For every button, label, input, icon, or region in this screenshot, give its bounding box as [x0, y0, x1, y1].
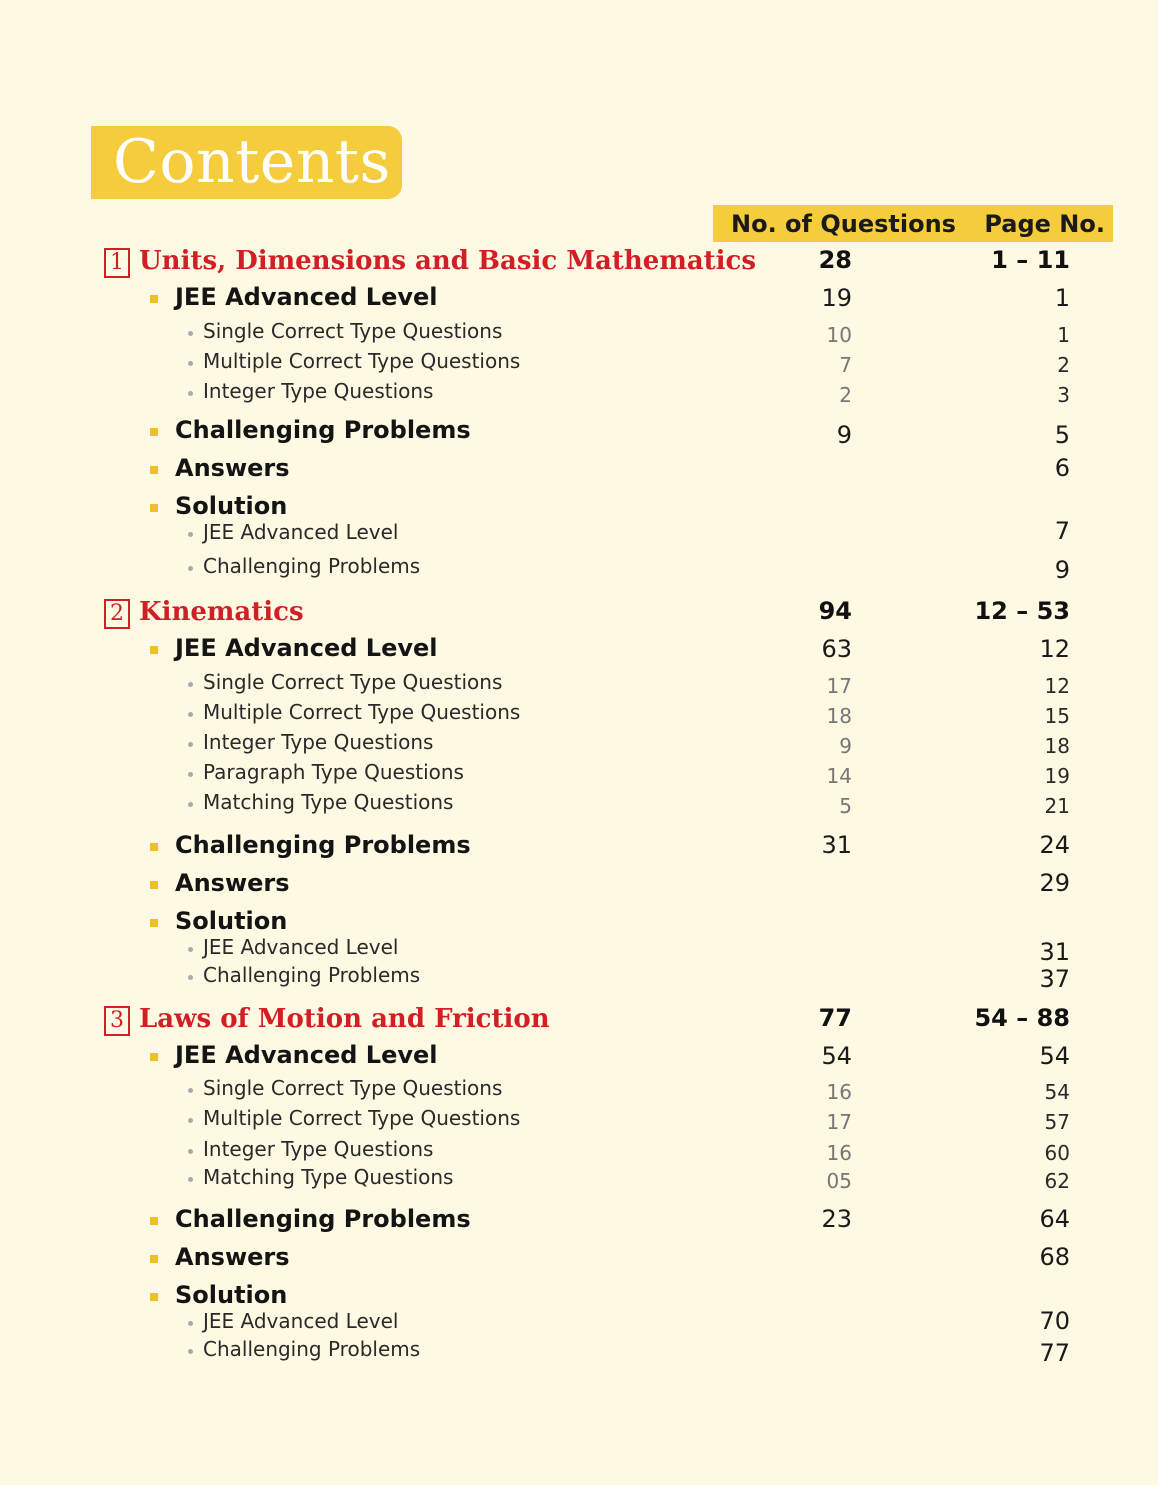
- subsection-title: Single Correct Type Questions: [203, 1076, 503, 1100]
- subsection-page: 19: [1044, 764, 1070, 788]
- section-title: Challenging Problems: [175, 1205, 471, 1233]
- dot-bullet-icon: [188, 1321, 193, 1326]
- page-column-header: Page No.: [984, 210, 1105, 238]
- square-bullet-icon: [150, 1255, 158, 1263]
- subsection-question-count: 5: [839, 794, 852, 818]
- chapter-number: 2: [104, 599, 130, 629]
- subsection-page: 37: [1039, 965, 1070, 993]
- section-page: 5: [1054, 421, 1070, 449]
- dot-bullet-icon: [188, 1118, 193, 1123]
- chapter-question-count: 94: [818, 597, 852, 625]
- subsection-page: 70: [1039, 1307, 1070, 1335]
- subsection-title: Single Correct Type Questions: [203, 319, 503, 343]
- section-page: 54: [1039, 1042, 1070, 1070]
- subsection-question-count: 9: [839, 734, 852, 758]
- dot-bullet-icon: [188, 566, 193, 571]
- square-bullet-icon: [150, 843, 158, 851]
- subsection-page: 7: [1054, 517, 1070, 545]
- subsection-question-count: 17: [826, 1110, 852, 1134]
- subsection-title: Paragraph Type Questions: [203, 760, 464, 784]
- subsection-page: 3: [1057, 383, 1070, 407]
- subsection-page: 9: [1054, 556, 1070, 584]
- subsection-page: 31: [1039, 938, 1070, 966]
- section-page: 6: [1054, 454, 1070, 482]
- subsection-page: 54: [1044, 1080, 1070, 1104]
- dot-bullet-icon: [188, 1349, 193, 1354]
- section-title: Answers: [175, 1243, 290, 1271]
- dot-bullet-icon: [188, 1177, 193, 1182]
- chapter-page-range: 54 – 88: [974, 1004, 1070, 1032]
- subsection-title: Integer Type Questions: [203, 379, 434, 403]
- section-title: JEE Advanced Level: [175, 283, 438, 311]
- section-page: 12: [1039, 635, 1070, 663]
- section-question-count: 9: [836, 421, 852, 449]
- subsection-title: Challenging Problems: [203, 1337, 421, 1361]
- subsection-title: JEE Advanced Level: [203, 520, 399, 544]
- square-bullet-icon: [150, 295, 158, 303]
- subsection-page: 18: [1044, 734, 1070, 758]
- subsection-title: Multiple Correct Type Questions: [203, 1106, 521, 1130]
- chapter-page-range: 1 – 11: [991, 246, 1070, 274]
- subsection-question-count: 14: [826, 764, 852, 788]
- subsection-title: Multiple Correct Type Questions: [203, 700, 521, 724]
- subsection-page: 1: [1057, 323, 1070, 347]
- subsection-question-count: 16: [826, 1080, 852, 1104]
- section-question-count: 54: [821, 1042, 852, 1070]
- section-title: JEE Advanced Level: [175, 1041, 438, 1069]
- section-question-count: 63: [821, 635, 852, 663]
- subsection-question-count: 10: [826, 323, 852, 347]
- subsection-page: 57: [1044, 1110, 1070, 1134]
- section-page: 29: [1039, 869, 1070, 897]
- questions-column-header: No. of Questions: [731, 210, 956, 238]
- section-title: JEE Advanced Level: [175, 634, 438, 662]
- subsection-title: JEE Advanced Level: [203, 935, 399, 959]
- subsection-question-count: 2: [839, 383, 852, 407]
- subsection-page: 60: [1044, 1141, 1070, 1165]
- chapter-number: 3: [104, 1006, 130, 1036]
- dot-bullet-icon: [188, 802, 193, 807]
- dot-bullet-icon: [188, 712, 193, 717]
- dot-bullet-icon: [188, 682, 193, 687]
- subsection-question-count: 17: [826, 674, 852, 698]
- section-page: 24: [1039, 831, 1070, 859]
- square-bullet-icon: [150, 466, 158, 474]
- square-bullet-icon: [150, 1217, 158, 1225]
- chapter-title: Laws of Motion and Friction: [139, 1004, 550, 1034]
- subsection-page: 2: [1057, 353, 1070, 377]
- dot-bullet-icon: [188, 742, 193, 747]
- dot-bullet-icon: [188, 532, 193, 537]
- square-bullet-icon: [150, 881, 158, 889]
- subsection-question-count: 7: [839, 353, 852, 377]
- subsection-question-count: 05: [826, 1169, 852, 1193]
- square-bullet-icon: [150, 1053, 158, 1061]
- section-title: Challenging Problems: [175, 416, 471, 444]
- square-bullet-icon: [150, 504, 158, 512]
- subsection-title: Challenging Problems: [203, 963, 421, 987]
- square-bullet-icon: [150, 428, 158, 436]
- subsection-page: 77: [1039, 1339, 1070, 1367]
- section-question-count: 23: [821, 1205, 852, 1233]
- chapter-question-count: 77: [818, 1004, 852, 1032]
- section-title: Answers: [175, 869, 290, 897]
- chapter-title: Units, Dimensions and Basic Mathematics: [139, 246, 757, 276]
- dot-bullet-icon: [188, 331, 193, 336]
- chapter-question-count: 28: [818, 246, 852, 274]
- square-bullet-icon: [150, 1293, 158, 1301]
- dot-bullet-icon: [188, 1088, 193, 1093]
- dot-bullet-icon: [188, 391, 193, 396]
- section-title: Challenging Problems: [175, 831, 471, 859]
- subsection-page: 12: [1044, 674, 1070, 698]
- subsection-page: 15: [1044, 704, 1070, 728]
- section-title: Answers: [175, 454, 290, 482]
- section-page: 64: [1039, 1205, 1070, 1233]
- square-bullet-icon: [150, 919, 158, 927]
- dot-bullet-icon: [188, 1149, 193, 1154]
- section-page: 68: [1039, 1243, 1070, 1271]
- section-title: Solution: [175, 907, 288, 935]
- dot-bullet-icon: [188, 361, 193, 366]
- square-bullet-icon: [150, 646, 158, 654]
- section-question-count: 19: [821, 284, 852, 312]
- subsection-question-count: 18: [826, 704, 852, 728]
- section-page: 1: [1054, 284, 1070, 312]
- page-title: Contents: [113, 127, 391, 197]
- subsection-title: Integer Type Questions: [203, 730, 434, 754]
- dot-bullet-icon: [188, 772, 193, 777]
- subsection-question-count: 16: [826, 1141, 852, 1165]
- dot-bullet-icon: [188, 947, 193, 952]
- chapter-number: 1: [104, 248, 130, 278]
- section-question-count: 31: [821, 831, 852, 859]
- subsection-title: Single Correct Type Questions: [203, 670, 503, 694]
- dot-bullet-icon: [188, 975, 193, 980]
- subsection-title: Challenging Problems: [203, 554, 421, 578]
- subsection-title: Multiple Correct Type Questions: [203, 349, 521, 373]
- subsection-title: JEE Advanced Level: [203, 1309, 399, 1333]
- section-title: Solution: [175, 1281, 288, 1309]
- subsection-page: 62: [1044, 1169, 1070, 1193]
- chapter-page-range: 12 – 53: [974, 597, 1070, 625]
- chapter-title: Kinematics: [139, 597, 304, 627]
- section-title: Solution: [175, 492, 288, 520]
- column-header: [713, 205, 1113, 242]
- subsection-title: Integer Type Questions: [203, 1137, 434, 1161]
- subsection-title: Matching Type Questions: [203, 790, 454, 814]
- subsection-title: Matching Type Questions: [203, 1165, 454, 1189]
- subsection-page: 21: [1044, 794, 1070, 818]
